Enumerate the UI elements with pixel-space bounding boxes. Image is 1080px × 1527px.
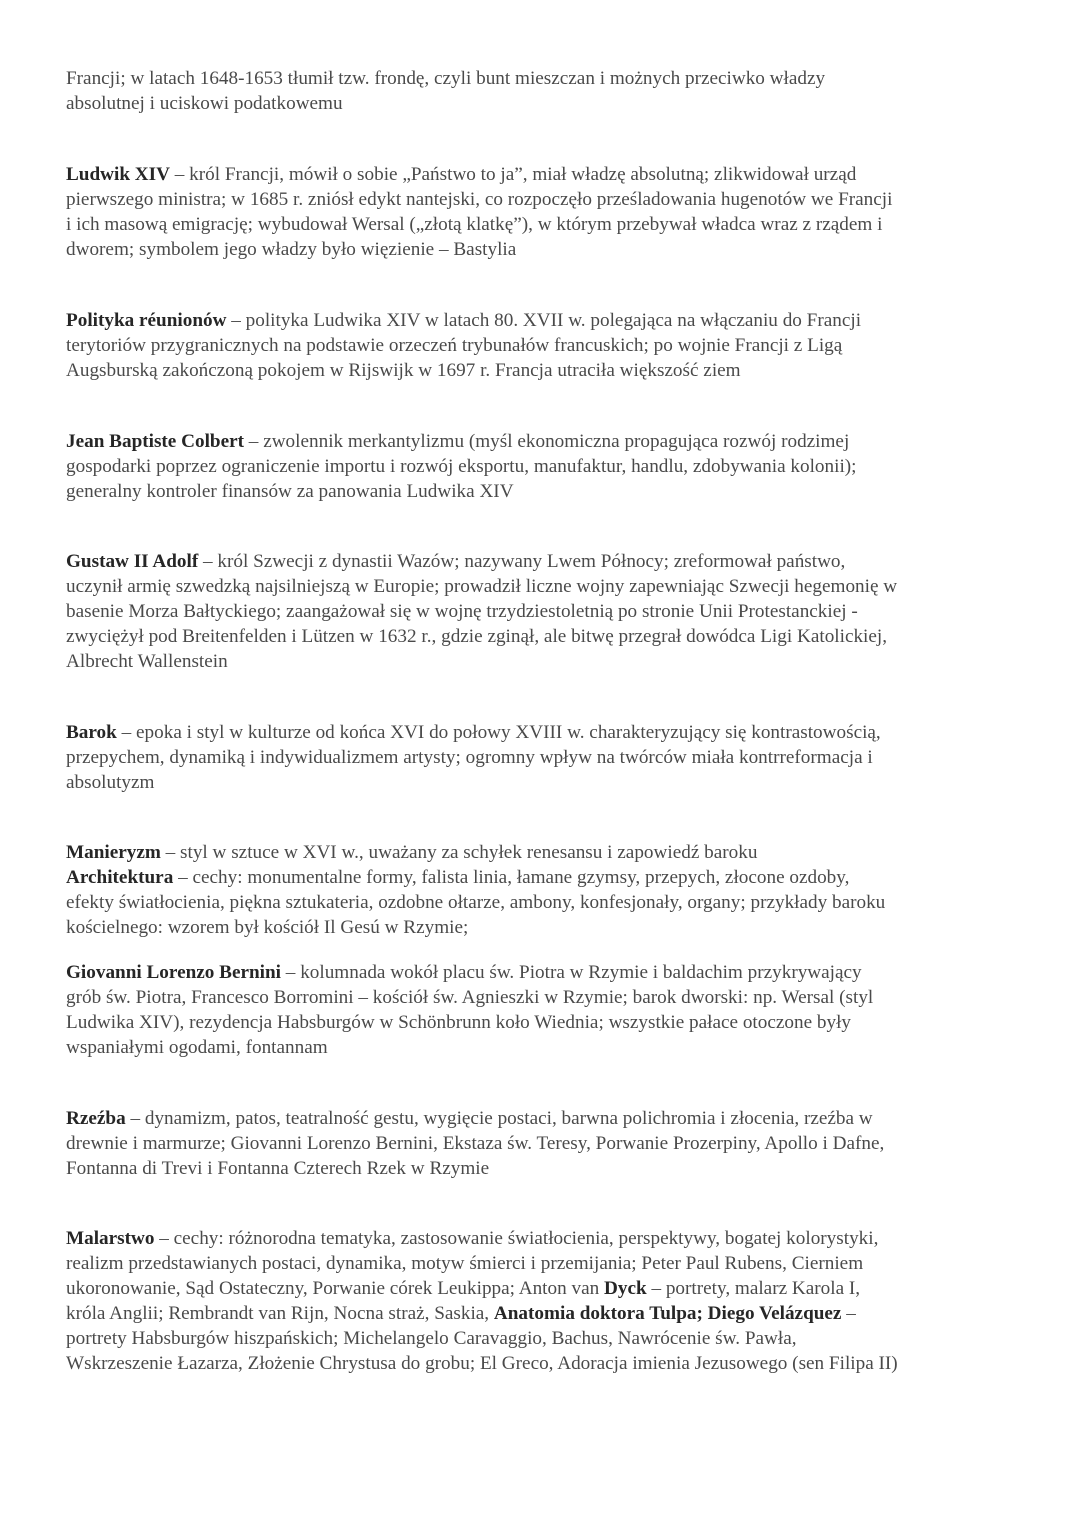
text-line xyxy=(66,574,1026,599)
text-line xyxy=(66,1351,1026,1376)
text-line xyxy=(66,1276,1026,1301)
text-line xyxy=(66,549,1026,574)
text-run: kościelnego: wzorem był kościół Il Gesú w Rzymie; xyxy=(66,917,469,938)
text-run: Ludwika XIV), rezydencja Habsburgów w Schönbrunn koło Wiednia; wszystkie pałace otoczone były xyxy=(66,1012,851,1033)
text-run: absolutyzm xyxy=(66,772,155,793)
text-line xyxy=(66,212,1026,237)
text-run: – dynamizm, patos, teatralność gestu, wygięcie postaci, barwna polichromia i złocenia, rzeźba w xyxy=(125,1108,873,1129)
text-line xyxy=(66,1156,1026,1181)
text-run: Francji; w latach 1648-1653 tłumił tzw. frondę, czyli bunt mieszczan i możnych przeciwko władzy xyxy=(66,68,826,89)
text-run: – kolumnada wokół placu św. Piotra w Rzymie i baldachim przykrywający xyxy=(281,962,862,983)
text-line xyxy=(66,840,1026,865)
paragraph-barok xyxy=(66,720,1026,795)
text-line xyxy=(66,1251,1026,1276)
bold-term: Malarstwo xyxy=(66,1228,155,1249)
text-line xyxy=(66,770,1026,795)
text-line xyxy=(66,720,1026,745)
text-line xyxy=(66,1131,1026,1156)
text-run: – cechy: monumentalne formy, falista linia, łamane gzymsy, przepych, złocone ozdoby, xyxy=(173,867,850,888)
text-line xyxy=(66,960,1026,985)
paragraph-ludwik-xiv xyxy=(66,162,1026,262)
paragraph-polityka-reunionow xyxy=(66,308,1026,383)
text-run: pierwszego ministra; w 1685 r. zniósł edykt nantejski, co rozpoczęło prześladowania hugenotów we Francji xyxy=(66,189,893,210)
text-run: zwyciężył pod Breitenfelden i Lützen w 1632 r., gdzie zginął, ale bitwę przegrał dowódca Ligi Katolickiej, xyxy=(66,626,888,647)
text-line xyxy=(66,91,1026,116)
paragraph-bernini xyxy=(66,960,1026,1060)
text-line xyxy=(66,66,1026,91)
text-line xyxy=(66,890,1026,915)
bold-term: Rzeźba xyxy=(66,1108,126,1129)
text-run: króla Anglii; Rembrandt van Rijn, Nocna straż, Saskia, xyxy=(66,1303,494,1324)
text-line xyxy=(66,865,1026,890)
text-run: Wskrzeszenie Łazarza, Złożenie Chrystusa do grobu; El Greco, Adoracja imienia Jezusowego (sen Filipa II) xyxy=(66,1353,898,1374)
text-run: – styl w sztuce w XVI w., uważany za schyłek renesansu i zapowiedź baroku xyxy=(160,842,758,863)
text-line xyxy=(66,745,1026,770)
text-run: – portrety, malarz Karola I, xyxy=(646,1278,861,1299)
text-run: wspaniałymi ogodami, fontannam xyxy=(66,1037,328,1058)
text-run: – xyxy=(841,1303,856,1324)
text-run: dworem; symbolem jego władzy było więzienie – Bastylia xyxy=(66,239,517,260)
text-line xyxy=(66,454,1026,479)
text-line xyxy=(66,333,1026,358)
text-run: uczynił armię szwedzką najsilniejszą w Europie; prowadził liczne wojny zapewniając Szwecji hegemonię w xyxy=(66,576,898,597)
text-run: – król Francji, mówił o sobie „Państwo to ja”, miał władzę absolutną; zlikwidował urząd xyxy=(169,164,857,185)
text-run: terytoriów przygranicznych na podstawie orzeczeń trybunałów francuskich; po wojnie Francji z Ligą xyxy=(66,335,843,356)
paragraph-malarstwo xyxy=(66,1226,1026,1376)
bold-term: Polityka réunionów xyxy=(66,310,227,331)
bold-term: Jean Baptiste Colbert xyxy=(66,431,244,452)
text-run: – polityka Ludwika XIV w latach 80. XVII w. polegająca na włączaniu do Francji xyxy=(226,310,862,331)
text-line xyxy=(66,237,1026,262)
text-line xyxy=(66,985,1026,1010)
text-line xyxy=(66,308,1026,333)
text-run: gospodarki poprzez ograniczenie importu i rozwój eksportu, manufaktur, handlu, zdobywania kolonii); xyxy=(66,456,857,477)
bold-term: Dyck xyxy=(604,1278,647,1299)
paragraph-manieryzm xyxy=(66,840,1026,940)
text-line xyxy=(66,1010,1026,1035)
text-run: efekty światłocienia, piękna sztukateria, ozdobne ołtarze, ambony, konfesjonały, organy; przykłady baroku xyxy=(66,892,886,913)
text-run: generalny kontroler finansów za panowania Ludwika XIV xyxy=(66,481,514,502)
text-run: ukoronowanie, Sąd Ostateczny, Porwanie córek Leukippa; Anton van xyxy=(66,1278,604,1299)
text-run: absolutnej i uciskowi podatkowemu xyxy=(66,93,343,114)
paragraph-colbert xyxy=(66,429,1026,504)
bold-term: Giovanni Lorenzo Bernini xyxy=(66,962,281,983)
text-line xyxy=(66,429,1026,454)
text-run: drewnie i marmurze; Giovanni Lorenzo Bernini, Ekstaza św. Teresy, Porwanie Prozerpiny, Apollo i Dafne, xyxy=(66,1133,885,1154)
text-run: przepychem, dynamiką i indywidualizmem artysty; ogromny wpływ na twórców miała kontrreformacja i xyxy=(66,747,873,768)
text-line xyxy=(66,162,1026,187)
text-line xyxy=(66,1035,1026,1060)
text-run: – król Szwecji z dynastii Wazów; nazywany Lwem Północy; zreformował państwo, xyxy=(198,551,846,572)
text-run: – cechy: różnorodna tematyka, zastosowanie światłocienia, perspektywy, bogatej kolorystyki, xyxy=(154,1228,879,1249)
text-line xyxy=(66,187,1026,212)
paragraph-rzezba xyxy=(66,1106,1026,1181)
text-run: Augsburską zakończoną pokojem w Rijswijk w 1697 r. Francja utraciła większość ziem xyxy=(66,360,741,381)
text-line xyxy=(66,915,1026,940)
text-line xyxy=(66,1106,1026,1131)
bold-term: Anatomia doktora Tulpa; Diego Velázquez xyxy=(493,1303,842,1324)
text-line xyxy=(66,624,1026,649)
text-run: realizm przedstawianych postaci, dynamika, motyw śmierci i przemijania; Peter Paul Rubens, Cierniem xyxy=(66,1253,864,1274)
text-run: portrety Habsburgów hiszpańskich; Michelangelo Caravaggio, Bachus, Nawrócenie św. Pawła, xyxy=(66,1328,797,1349)
text-line xyxy=(66,479,1026,504)
text-run: – epoka i styl w kulturze od końca XVI do połowy XVIII w. charakteryzujący się kontrastowością, xyxy=(116,722,881,743)
bold-term: Barok xyxy=(66,722,117,743)
bold-term: Ludwik XIV xyxy=(66,164,170,185)
text-run: basenie Morza Bałtyckiego; zaangażował się w wojnę trzydziestoletnią po stronie Unii Protestanckiej - xyxy=(66,601,858,622)
text-line xyxy=(66,599,1026,624)
text-run: Fontanna di Trevi i Fontanna Czterech Rzek w Rzymie xyxy=(66,1158,490,1179)
text-line xyxy=(66,649,1026,674)
bold-term: Manieryzm xyxy=(66,842,161,863)
text-run: grób św. Piotra, Francesco Borromini – kościół św. Agnieszki w Rzymie; barok dworski: np. Wersal (styl xyxy=(66,987,874,1008)
paragraph-frondy xyxy=(66,66,1026,116)
bold-term: Gustaw II Adolf xyxy=(66,551,199,572)
text-run: Albrecht Wallenstein xyxy=(66,651,228,672)
paragraph-gustaw-adolf xyxy=(66,549,1026,674)
text-run: i ich masową emigrację; wybudował Wersal („złotą klatkę”), w którym przebywał władca wraz z rządem i xyxy=(66,214,883,235)
text-line xyxy=(66,358,1026,383)
text-line xyxy=(66,1226,1026,1251)
text-run: – zwolennik merkantylizmu (myśl ekonomiczna propagująca rozwój rodzimej xyxy=(244,431,850,452)
text-line xyxy=(66,1326,1026,1351)
bold-term: Architektura xyxy=(66,867,174,888)
text-line xyxy=(66,1301,1026,1326)
